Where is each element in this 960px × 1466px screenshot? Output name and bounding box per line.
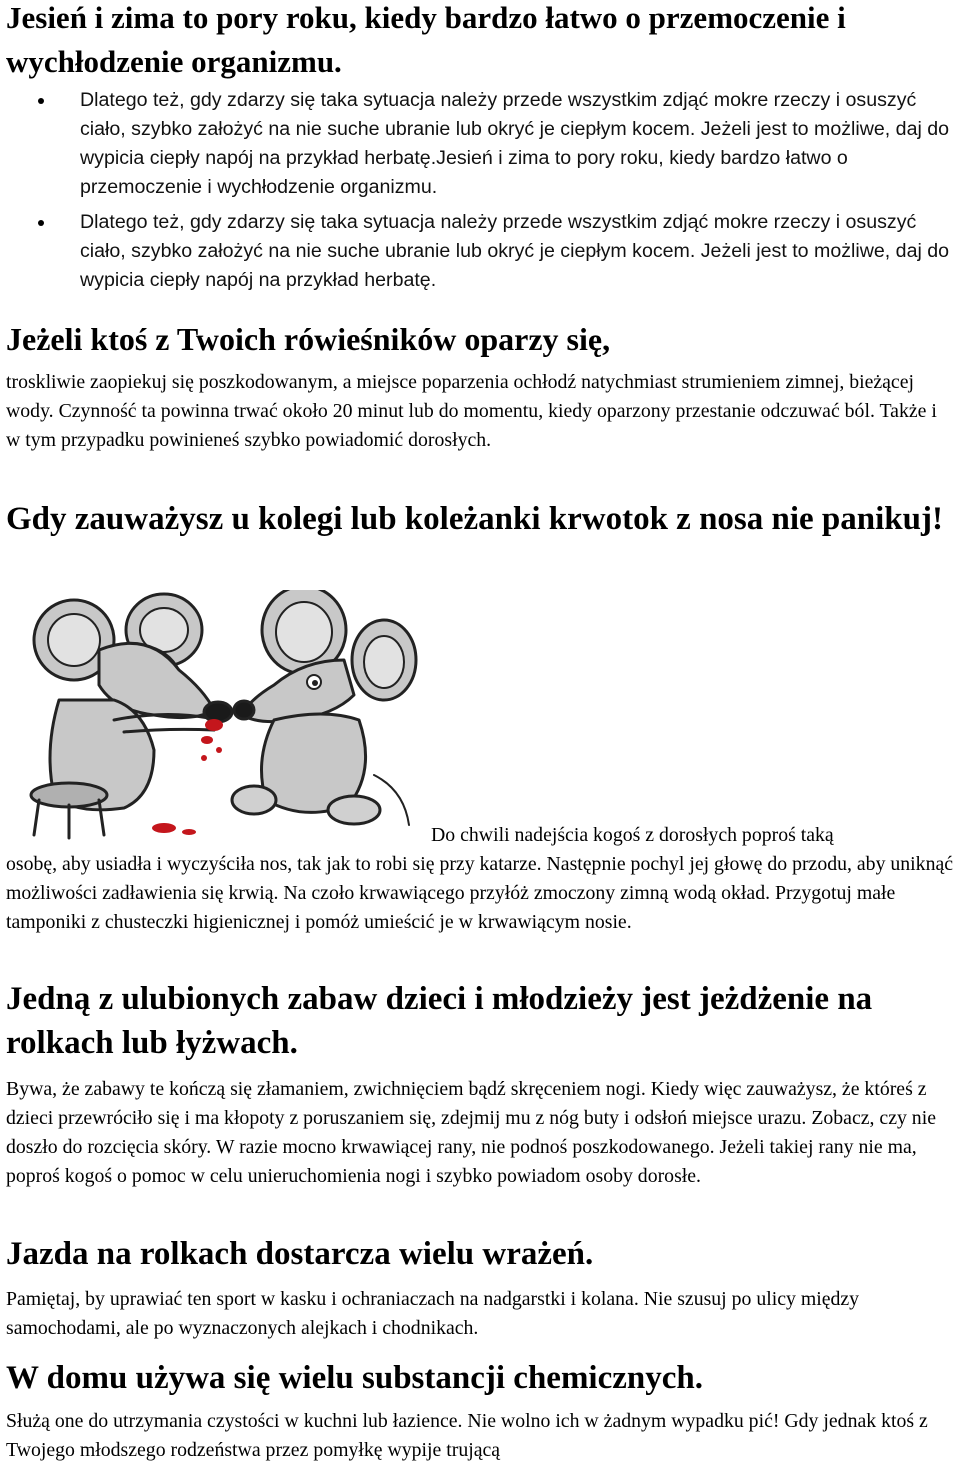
paragraph-chemicals: Służą one do utrzymania czystości w kuchni lub łazience. Nie wolno ich w żadnym wypadku pić! Gdy jednak ktoś z Twojego młodszego rodzeństwa przez pomyłkę wypije trującą [6,1410,928,1461]
heading-burns: Jeżeli ktoś z Twoich rówieśników oparzy się, [6,321,611,357]
bullet-text: Dlatego też, gdy zdarzy się taka sytuacja należy przede wszystkim zdjąć mokre rzeczy i osuszyć ciało, szybko założyć na nie suche ubranie lub okryć je ciepłym kocem. Jeżeli jest to możliwe, daj do wypicia ciepły napój na przykład herbatę. [80,211,950,291]
mice-illustration [4,590,424,840]
bullet-icon [38,220,44,226]
paragraph-nosebleed-first-line: Do chwili nadejścia kogoś z dorosłych poproś taką [431,824,834,846]
heading-rollerblades: Jazda na rolkach dostarcza wielu wrażeń. [6,1236,594,1272]
paragraph-skating: Bywa, że zabawy te kończą się złamaniem, zwichnięciem bądź skręceniem nogi. Kiedy więc zauważysz, że któreś z dzieci przewróciło się i ma kłopoty z poruszaniem się, zdejmij mu z nóg buty i odsłoń miejsce urazu. Zobacz, czy nie doszło do rozcięcia skóry. W razie mocno krwawiącej rany, nie podnoś poszkodowanego. Jeżeli takiej rany nie ma, poproś kogoś o pomoc w celu unieruchomienia nogi i szybko powiadom osoby dorosłe. [6,1078,936,1187]
list-item [80,208,960,295]
two-mice-nosebleed-illustration [31,590,416,838]
heading-skating: Jedną z ulubionych zabaw dzieci i młodzieży jest jeżdżenie na rolkach lub łyżwach. [6,981,873,1061]
bullet-text: Dlatego też, gdy zdarzy się taka sytuacja należy przede wszystkim zdjąć mokre rzeczy i osuszyć ciało, szybko założyć na nie suche ubranie lub okryć je ciepłym kocem. Jeżeli jest to możliwe, daj do wypicia ciepły napój na przykład herbatę.Jesień i zima to pory roku, kiedy bardzo łatwo o przemoczenie i wychłodzenie organizmu. [80,89,950,198]
blood-drops [152,719,223,835]
heading-nosebleed: Gdy zauważysz u kolegi lub koleżanki krwotok z nosa nie panikuj! [6,501,943,537]
heading-autumn-winter: Jesień i zima to pory roku, kiedy bardzo łatwo o przemoczenie i wychłodzenie organizmu. [6,0,846,79]
bullet-icon [38,98,44,104]
bullet-list [0,86,960,295]
paragraph-rollerblades: Pamiętaj, by uprawiać ten sport w kasku i ochraniaczach na nadgarstki i kolana. Nie szusuj po ulicy między samochodami, ale po wyznaczonych alejkach i chodnikach. [6,1288,860,1339]
list-item [80,86,960,202]
heading-chemicals: W domu używa się wielu substancji chemicznych. [6,1360,703,1396]
paragraph-burns: troskliwie zaopiekuj się poszkodowanym, a miejsce poparzenia ochłodź natychmiast strumieniem zimnej, bieżącej wody. Czynność ta powinna trwać około 20 minut lub do momentu, kiedy oparzony przestanie odczuwać ból. Także i w tym przypadku powinieneś szybko powiadomić dorosłych. [6,371,937,451]
paragraph-nosebleed: osobę, aby usiadła i wyczyściła nos, tak jak to robi się przy katarze. Następnie pochyl jej głowę do przodu, aby uniknąć możliwości zadławienia się krwią. Na czoło krwawiącego przyłóż zmoczony zimną wodą okład. Przygotuj małe tamponiki z chusteczki higienicznej i pomóż umieścić je w krwawiącym nosie. [6,853,954,933]
